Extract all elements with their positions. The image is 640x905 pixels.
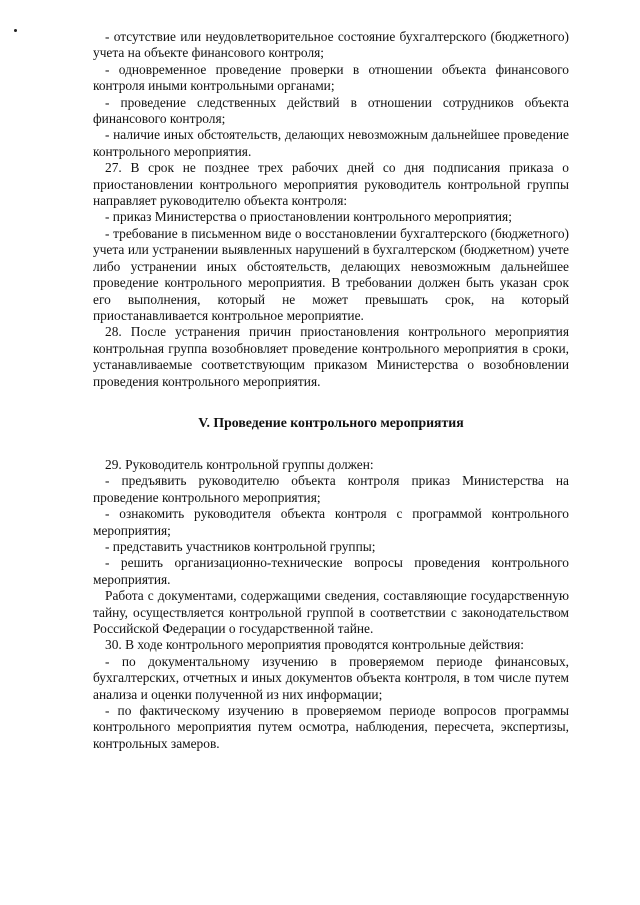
document-page: [93, 29, 569, 752]
paragraph-top-6: - требование в письменном виде о восстановлении бухгалтерского (бюджетного) учета или устранении выявленных нарушений в бухгалтерском (бюджетном) учете либо устранении иных обстоятельств, делающих невозможным дальнейшее проведение контрольного мероприятия. В требовании должен быть указан срок его выполнения, который не может превышать срок, на который приостанавливается контрольное мероприятие.: [93, 225, 569, 323]
paragraph-bottom-8: - по фактическому изучению в проверяемом периоде вопросов программы контрольного мероприятия путем осмотра, наблюдения, пересчета, экспертизы, контрольных замеров.: [93, 703, 569, 751]
section-heading: V. Проведение контрольного мероприятия: [198, 414, 464, 430]
paragraph-top-4: 27. В срок не позднее трех рабочих дней со дня подписания приказа о приостановлении контрольного мероприятия руководитель контрольной группы направляет руководителю объекта контроля:: [93, 160, 569, 209]
paragraph-bottom-7: - по документальному изучению в проверяемом периоде финансовых, бухгалтерских, отчетных и иных документов объекта контроля, в том числе путем анализа и оценки полученной из них информации;: [93, 653, 569, 702]
paragraph-top-1: - одновременное проведение проверки в отношении объекта финансового контроля иными контрольными органами;: [93, 61, 569, 94]
paragraph-bottom-1: - предъявить руководителю объекта контроля приказ Министерства на проведение контрольного мероприятия;: [93, 473, 569, 505]
paragraph-top-0: - отсутствие или неудовлетворительное состояние бухгалтерского (бюджетного) учета на объекте финансового контроля;: [93, 29, 569, 61]
paragraph-top-5: - приказ Министерства о приостановлении контрольного мероприятия;: [105, 209, 512, 225]
paragraph-top-2: - проведение следственных действий в отношении сотрудников объекта финансового контроля;: [93, 94, 569, 127]
scan-speck: [14, 29, 17, 32]
paragraph-bottom-0: 29. Руководитель контрольной группы должен:: [105, 456, 374, 472]
paragraph-top-7: 28. После устранения причин приостановления контрольного мероприятия контрольная группа возобновляет проведение контрольного мероприятия в сроки, устанавливаемые соответствующим приказом Министерства о возобновлении проведения контрольного мероприятия.: [93, 324, 569, 389]
paragraph-top-3: - наличие иных обстоятельств, делающих невозможным дальнейшее проведение контрольного мероприятия.: [93, 127, 569, 159]
paragraph-bottom-5: Работа с документами, содержащими сведения, составляющие государственную тайну, осуществляется контрольной группой в соответствии с законодательством Российской Федерации о государственной тайне.: [93, 588, 569, 636]
paragraph-bottom-2: - ознакомить руководителя объекта контроля с программой контрольного мероприятия;: [93, 506, 569, 538]
paragraph-bottom-4: - решить организационно-технические вопросы проведения контрольного мероприятия.: [93, 555, 569, 587]
paragraph-bottom-6: 30. В ходе контрольного мероприятия проводятся контрольные действия:: [105, 637, 525, 653]
paragraph-bottom-3: - представить участников контрольной группы;: [105, 538, 376, 554]
